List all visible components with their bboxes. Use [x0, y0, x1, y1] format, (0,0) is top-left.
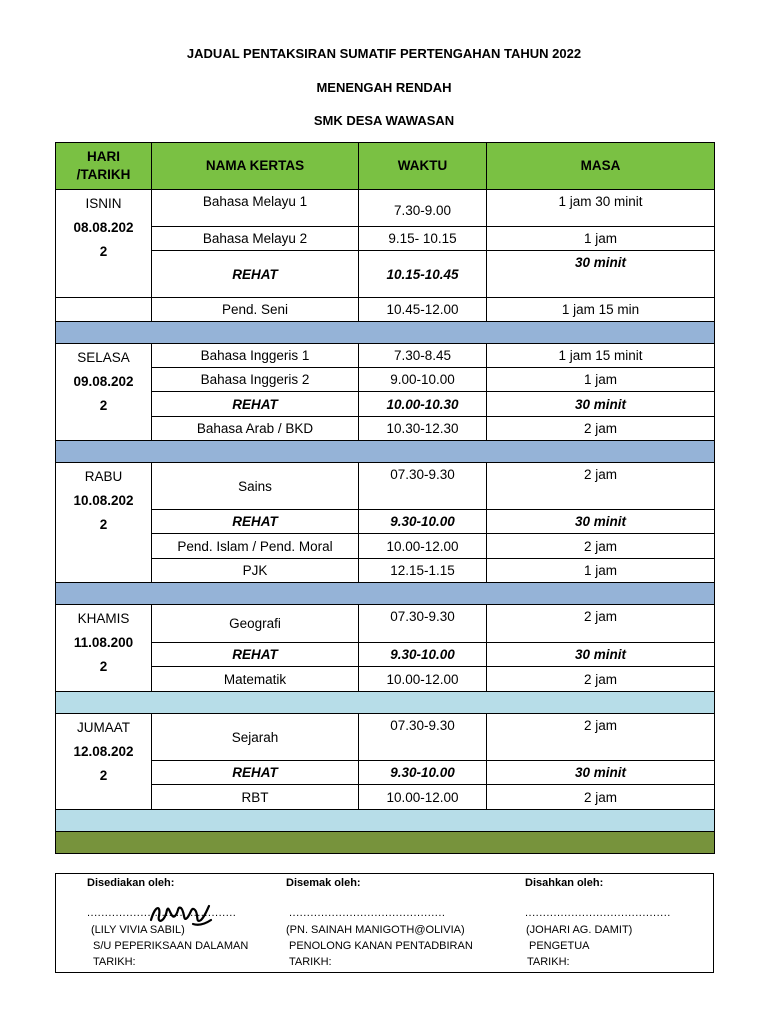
document-title: JADUAL PENTAKSIRAN SUMATIF PERTENGAHAN TAHUN 2022	[186, 46, 582, 61]
day-name: JUMAAT	[77, 720, 130, 735]
waktu-cell: 10.00-10.30	[359, 392, 487, 417]
document-subtitle-school: SMK DESA WAWASAN	[313, 113, 455, 128]
day-cell-khamis	[56, 605, 152, 692]
waktu-cell: 12.15-1.15	[359, 559, 487, 583]
header-waktu: WAKTU	[359, 143, 487, 190]
prepared-name: (LILY VIVIA SABIL)	[91, 924, 185, 936]
kertas-cell: REHAT	[152, 761, 359, 785]
separator-row	[56, 810, 715, 832]
day-date-cont: 2	[99, 768, 108, 783]
header-masa: MASA	[487, 143, 715, 190]
footer-row	[56, 832, 715, 854]
masa-cell: 2 jam	[487, 785, 715, 810]
separator-row	[56, 322, 715, 344]
kertas-cell: Pend. Islam / Pend. Moral	[152, 534, 359, 559]
day-name: ISNIN	[85, 196, 122, 211]
day-cell-selasa	[56, 344, 152, 441]
separator-row	[56, 441, 715, 463]
masa-cell: 2 jam	[487, 417, 715, 441]
masa-cell: 30 minit	[487, 251, 715, 298]
table-row	[56, 227, 715, 251]
masa-cell: 1 jam 15 minit	[487, 344, 715, 368]
approved-role: PENGETUA	[529, 940, 590, 952]
exam-schedule-table	[55, 142, 715, 854]
day-name: KHAMIS	[77, 611, 130, 626]
kertas-cell: Sains	[152, 463, 359, 510]
kertas-cell: REHAT	[152, 392, 359, 417]
approved-name: (JOHARI AG. DAMIT)	[526, 924, 633, 936]
waktu-cell: 9.15- 10.15	[359, 227, 487, 251]
table-row	[56, 714, 715, 761]
checked-date-label: TARIKH:	[289, 956, 332, 968]
waktu-cell: 9.30-10.00	[359, 643, 487, 667]
prepared-role: S/U PEPERIKSAAN DALAMAN	[93, 940, 249, 952]
day-cell-empty	[56, 298, 152, 322]
waktu-cell: 07.30-9.30	[359, 605, 487, 643]
table-row	[56, 463, 715, 510]
separator-row	[56, 692, 715, 714]
day-date-cont: 2	[99, 517, 108, 532]
kertas-cell: Bahasa Inggeris 1	[152, 344, 359, 368]
masa-cell: 2 jam	[487, 667, 715, 692]
table-row	[56, 417, 715, 441]
day-date: 12.08.202	[73, 744, 134, 759]
waktu-cell: 9.30-10.00	[359, 761, 487, 785]
table-row-rehat	[56, 643, 715, 667]
waktu-cell: 9.30-10.00	[359, 510, 487, 534]
separator-bar	[56, 810, 715, 832]
table-row	[56, 344, 715, 368]
day-date: 11.08.200	[73, 635, 134, 650]
kertas-cell: Bahasa Inggeris 2	[152, 368, 359, 392]
day-cell-jumaat	[56, 714, 152, 810]
kertas-cell: PJK	[152, 559, 359, 583]
table-row	[56, 190, 715, 227]
separator-bar	[56, 692, 715, 714]
day-date-cont: 2	[99, 398, 108, 413]
masa-cell: 2 jam	[487, 463, 715, 510]
day-cell-isnin	[56, 190, 152, 298]
day-name: SELASA	[77, 350, 130, 365]
prepared-date-label: TARIKH:	[93, 956, 136, 968]
checked-heading: Disemak oleh:	[286, 877, 361, 889]
table-row-rehat	[56, 392, 715, 417]
masa-cell: 2 jam	[487, 714, 715, 761]
table-row	[56, 368, 715, 392]
approved-date-label: TARIKH:	[527, 956, 570, 968]
kertas-cell: Pend. Seni	[152, 298, 359, 322]
kertas-cell: Bahasa Melayu 2	[152, 227, 359, 251]
kertas-cell: Bahasa Arab / BKD	[152, 417, 359, 441]
masa-cell: 1 jam	[487, 368, 715, 392]
separator-row	[56, 583, 715, 605]
masa-cell: 2 jam	[487, 605, 715, 643]
waktu-cell: 07.30-9.30	[359, 463, 487, 510]
masa-cell: 2 jam	[487, 534, 715, 559]
day-name: RABU	[84, 469, 123, 484]
table-row	[56, 559, 715, 583]
waktu-cell: 10.30-12.30	[359, 417, 487, 441]
table-row-rehat	[56, 251, 715, 298]
waktu-cell: 7.30-9.00	[359, 190, 487, 227]
kertas-cell: Sejarah	[152, 714, 359, 761]
waktu-cell: 10.00-12.00	[359, 667, 487, 692]
masa-cell: 1 jam	[487, 227, 715, 251]
waktu-cell: 10.45-12.00	[359, 298, 487, 322]
table-row	[56, 298, 715, 322]
footer-bar	[56, 832, 715, 854]
masa-cell: 1 jam 30 minit	[487, 190, 715, 227]
table-row	[56, 534, 715, 559]
checked-role: PENOLONG KANAN PENTADBIRAN	[289, 940, 473, 952]
checked-name: (PN. SAINAH MANIGOTH@OLIVIA)	[286, 924, 465, 936]
masa-cell: 30 minit	[487, 761, 715, 785]
masa-cell: 1 jam 15 min	[487, 298, 715, 322]
prepared-heading: Disediakan oleh:	[87, 877, 175, 889]
separator-bar	[56, 583, 715, 605]
prepared-signature-line: ..........................................	[87, 907, 237, 919]
table-row	[56, 785, 715, 810]
masa-cell: 30 minit	[487, 643, 715, 667]
day-date: 08.08.202	[73, 220, 134, 235]
kertas-cell: REHAT	[152, 510, 359, 534]
waktu-cell: 10.00-12.00	[359, 785, 487, 810]
kertas-cell: REHAT	[152, 643, 359, 667]
approved-heading: Disahkan oleh:	[525, 877, 604, 889]
day-cell-rabu	[56, 463, 152, 583]
day-date: 10.08.202	[73, 493, 134, 508]
table-header-row	[56, 143, 715, 190]
kertas-cell: Geografi	[152, 605, 359, 643]
approved-signature-line: .........................................	[525, 907, 671, 919]
kertas-cell: Bahasa Melayu 1	[152, 190, 359, 227]
table-row-rehat	[56, 510, 715, 534]
waktu-cell: 07.30-9.30	[359, 714, 487, 761]
separator-bar	[56, 441, 715, 463]
waktu-cell: 9.00-10.00	[359, 368, 487, 392]
day-date-cont: 2	[99, 244, 108, 259]
day-date: 09.08.202	[73, 374, 134, 389]
kertas-cell: Matematik	[152, 667, 359, 692]
separator-bar	[56, 322, 715, 344]
masa-cell: 30 minit	[487, 510, 715, 534]
header-nama-kertas: NAMA KERTAS	[152, 143, 359, 190]
day-date-cont: 2	[99, 659, 108, 674]
checked-signature-line: ............................................	[289, 907, 446, 919]
waktu-cell: 10.00-12.00	[359, 534, 487, 559]
signature-box	[55, 873, 714, 973]
kertas-cell: REHAT	[152, 251, 359, 298]
waktu-cell: 7.30-8.45	[359, 344, 487, 368]
table-row	[56, 605, 715, 643]
waktu-cell: 10.15-10.45	[359, 251, 487, 298]
table-row-rehat	[56, 761, 715, 785]
masa-cell: 1 jam	[487, 559, 715, 583]
kertas-cell: RBT	[152, 785, 359, 810]
table-row	[56, 667, 715, 692]
masa-cell: 30 minit	[487, 392, 715, 417]
document-subtitle-level: MENENGAH RENDAH	[316, 80, 452, 95]
header-hari-tarikh: HARI /TARIKH	[56, 143, 152, 190]
